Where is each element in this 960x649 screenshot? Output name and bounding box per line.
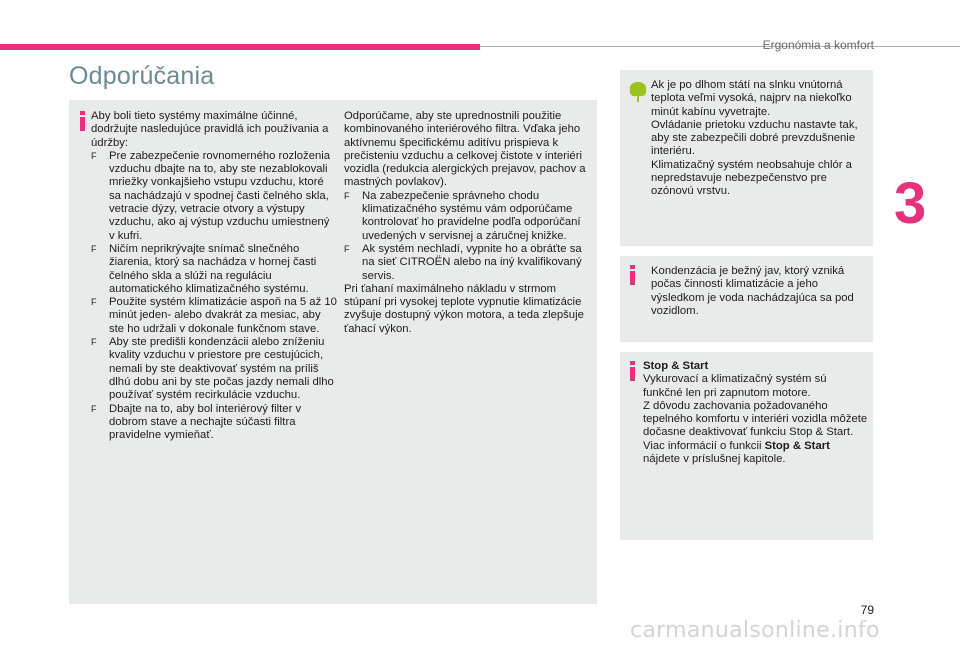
list-item: F Na zabezpečenie správneho chodu klimatizačného systému vám odporúčame kontrolovať ho pravidelne podľa odporúčaní uvedených v servisnej a záručnej knižke.	[344, 189, 581, 242]
list-item: F Aby ste predišli kondenzácii alebo zníženiu kvality vzduchu v priestore pre cestujúcich, nemali by ste deaktivovať systém na príliš dlhú dobu ani by ste počas jazdy nemali dlho používať systém recirkulácie vzduchu.	[91, 336, 334, 402]
bullet-mark: F	[91, 403, 97, 414]
list-item: F Pre zabezpečenie rovnomerného rozloženia vzduchu dbajte na to, aby ste nezablokovali mriežky vonkajšieho vstupu vzduchu, ktoré sa nachádzajú v spodnej časti čelného skla, vetracie dýzy, vetracie otvory a výstupy vzduchu, ako aj výstup vzduchu umiestnený v kufri.	[91, 149, 331, 242]
list-item: F Ničím neprikrývajte snímač slnečného žiarenia, ktorý sa nachádza v hornej časti čelného skla a slúži na reguláciu automatického klimatizačného systému.	[91, 242, 317, 295]
stop-start-title: Stop & Start	[643, 360, 709, 372]
page-title: Odporúčania	[69, 62, 215, 90]
bullet-mark: F	[344, 190, 350, 201]
section-title: Ergonómia a komfort	[762, 38, 874, 52]
header-rule	[480, 46, 960, 47]
mid-outro: Pri ťahaní maximálneho nákladu v strmom stúpaní pri vysokej teplote vypnutie klimatizácie zvyšuje dostupný výkon motora, a teda zlepšuje ťahací výkon.	[344, 282, 584, 335]
watermark: carmanualsonline.info	[630, 618, 880, 643]
stop-start-line3: Viac informácií o funkcii Stop & Start nájdete v príslušnej kapitole.	[643, 439, 830, 466]
bullet-mark: F	[91, 297, 97, 308]
stop-start-line1: Vykurovací a klimatizačný systém sú funkčné len pri zapnutom motore.	[643, 373, 827, 399]
eco-tip-text: Ak je po dlhom státí na slnku vnútorná teplota veľmi vysoká, najprv na niekoľko minút kabínu vyvetrajte. Ovládanie prietoku vzduchu nastavte tak, aby ste zabezpečili dobré prevzdušnenie interiéru. Klimatizačný systém neobsahuje chlór a nepredstavuje nebezpečenstvo pre ozónovú vrstvu.	[651, 79, 858, 198]
list-item: F Ak systém nechladí, vypnite ho a obráťte sa na sieť CITROËN alebo na iný kvalifikovaný servis.	[344, 242, 582, 282]
stop-start-text	[643, 360, 869, 466]
mid-intro: Odporúčame, aby ste uprednostnili použitie kombinovaného interiérového filtra. Vďaka jeho aktívnemu špecifickému aditívu prispieva k prečisteniu vzduchu a celkovej čistote v interiéri vozidla (redukcia alergických prejavov, pachov a mastných povlakov).	[344, 110, 586, 189]
leaf-icon	[628, 80, 648, 104]
bullet-mark: F	[91, 337, 97, 348]
bullet-mark: F	[91, 243, 97, 254]
left-column	[91, 110, 337, 442]
list-item: F Dbajte na to, aby bol interiérový filter v dobrom stave a nechajte súčasti filtra pravidelne vymieňať.	[91, 402, 302, 442]
left-intro: Aby boli tieto systémy maximálne účinné, dodržujte nasledujúce pravidlá ich používania a údržby:	[91, 110, 329, 149]
bullet-mark: F	[344, 243, 350, 254]
middle-column	[344, 110, 594, 336]
condensation-text: Kondenzácia je bežný jav, ktorý vzniká počas činnosti klimatizácie a jeho výsledkom je voda nachádzajúca sa pod vozidlom.	[651, 265, 854, 317]
page-number: 79	[860, 603, 874, 617]
list-item: F Použite systém klimatizácie aspoň na 5 až 10 minút jeden- alebo dvakrát za mesiac, aby ste ho udržali v dokonale funkčnom stave.	[91, 296, 337, 335]
header-accent-bar	[0, 44, 480, 50]
info-icon	[629, 265, 636, 285]
info-icon	[79, 111, 86, 131]
chapter-number: 3	[894, 171, 927, 236]
info-icon	[629, 361, 636, 381]
bullet-mark: F	[91, 150, 97, 161]
stop-start-line2: Z dôvodu zachovania požadovaného tepelného komfortu v interiéri vozidla môžete dočasne deaktivovať funkciu Stop & Start.	[643, 399, 868, 439]
